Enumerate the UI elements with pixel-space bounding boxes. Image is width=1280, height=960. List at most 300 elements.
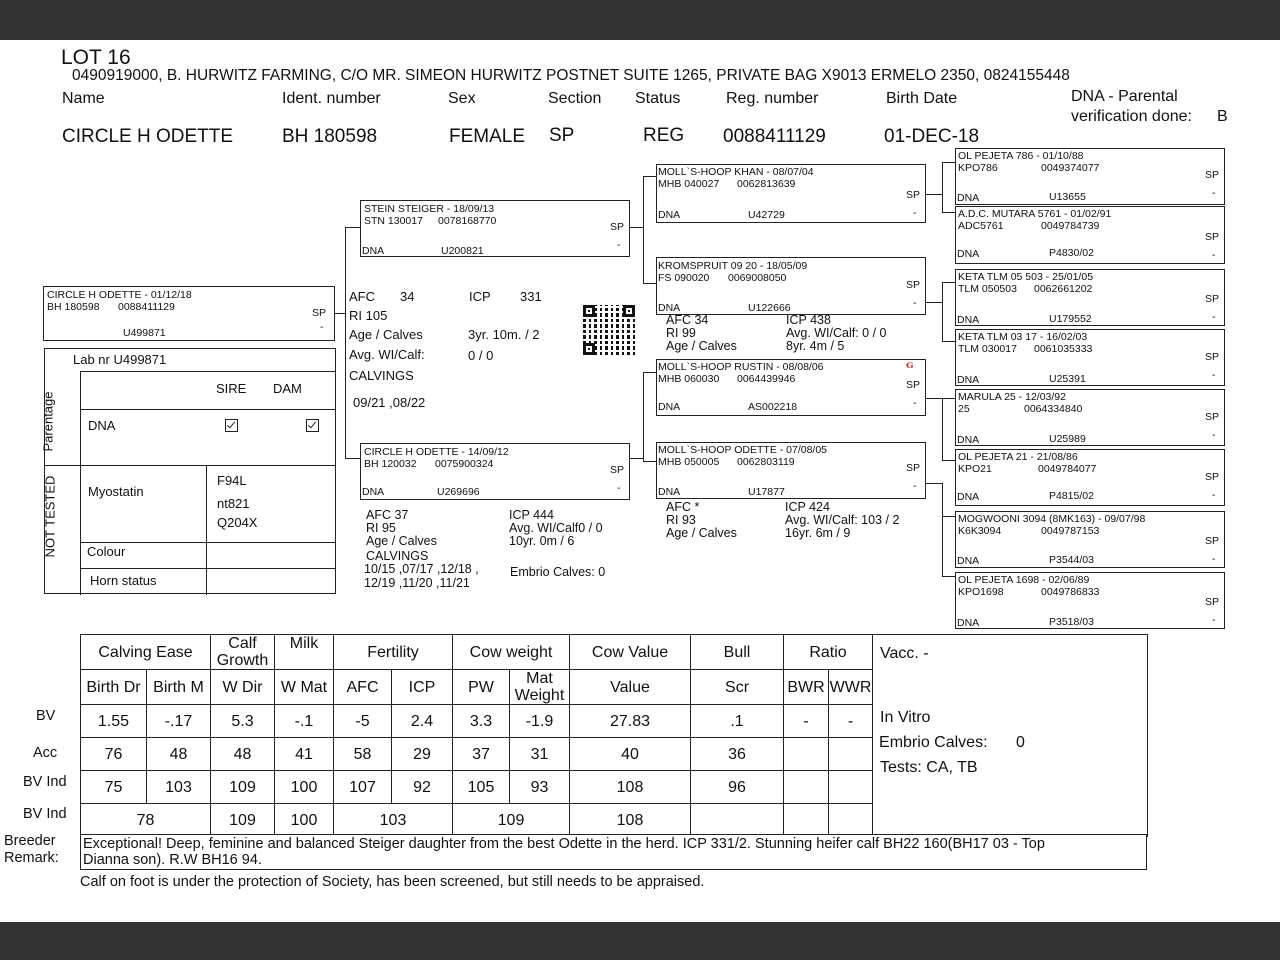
pedigree-line (942, 162, 943, 213)
table-cell: 36 (691, 738, 784, 771)
grandparent-title: KROMSPRUIT 09 20 - 18/05/09 (658, 260, 808, 272)
group-bull: Bull (691, 635, 784, 670)
header-dna-verification: verification done: (1071, 108, 1192, 125)
pedigree-line (643, 372, 644, 462)
grandparent-age-calves-label: Age / Calves (666, 339, 737, 353)
table-cell: 109 (453, 804, 570, 837)
dam-dna-label: DNA (362, 486, 385, 498)
table-cell: 108 (570, 771, 691, 804)
myostatin-nt821: nt821 (217, 496, 250, 511)
grandparent-dna-id: AS002218 (748, 401, 798, 413)
ggp-title: OL PEJETA 1698 - 02/06/89 (958, 574, 1090, 586)
great-grandparent-box (955, 206, 1225, 264)
grandparent-age-calves: 8yr. 4m / 5 (786, 339, 845, 353)
ggp-dna-label: DNA (957, 617, 980, 629)
side-panel (873, 635, 1148, 837)
ggp-title: KETA TLM 03 17 - 16/02/03 (958, 331, 1088, 343)
great-grandparent-box (955, 148, 1225, 205)
ggp-dna-id: U13655 (1049, 191, 1086, 203)
ggp-section: SP (1205, 293, 1220, 305)
grandparent-dna-label: DNA (658, 302, 681, 314)
table-cell: 109 (211, 804, 275, 837)
calving-dates: 09/21 ,08/22 (353, 395, 426, 410)
grandparent-box (656, 164, 926, 223)
lab-test-box (40, 348, 336, 594)
grandparent-dna-id: U17877 (748, 486, 785, 498)
table-cell: 103 (334, 804, 453, 837)
grandparent-dash: - (913, 397, 917, 409)
embrio-calves-value: 0 (1016, 734, 1025, 751)
dna-verification-value: B (1217, 108, 1228, 125)
row-label-bv-ind-2: BV Ind (23, 806, 67, 822)
ggp-section: SP (1205, 231, 1220, 243)
subject-title: CIRCLE H ODETTE - 01/12/18 (47, 289, 192, 301)
ggp-dna-label: DNA (957, 314, 980, 326)
breeder-remark-label-1: Breeder (4, 833, 56, 849)
ggp-ident: TLM 050503 (958, 283, 1017, 295)
pedigree-line (942, 341, 956, 342)
sire-dash: - (617, 239, 621, 251)
great-grandparent-box (955, 449, 1225, 506)
pedigree-line (643, 372, 657, 373)
grandparent-section: SP (906, 462, 921, 474)
ggp-dash: - (1212, 429, 1216, 441)
ggp-reg: 0049784739 (1041, 220, 1100, 232)
ggp-section: SP (1205, 169, 1220, 181)
animal-ident: BH 180598 (282, 126, 378, 147)
animal-sex: FEMALE (449, 126, 526, 147)
table-cell: 93 (510, 771, 570, 804)
ggp-dna-id: U25989 (1049, 433, 1086, 445)
grandparent-title: MOLL`S-HOOP RUSTIN - 08/08/06 (658, 361, 824, 373)
table-cell: 75 (81, 771, 147, 804)
dam-afc: AFC 37 (366, 508, 409, 522)
grandparent-reg: 0069008050 (728, 272, 787, 284)
table-cell (784, 738, 829, 771)
pedigree-line (345, 227, 361, 228)
sire-ident: STN 130017 (364, 215, 423, 227)
ggp-ident: 25 (958, 403, 970, 415)
grandparent-avg-wi: Avg. WI/Calf: 0 / 0 (786, 326, 887, 340)
pedigree-line (629, 458, 643, 459)
grandparent-box (656, 442, 926, 499)
grandparent-title: MOLL`S-HOOP KHAN - 08/07/04 (658, 166, 814, 178)
table-cell: 92 (392, 771, 453, 804)
ggp-dash: - (1212, 249, 1216, 261)
table-rule (80, 542, 336, 543)
pedigree-line (345, 458, 361, 459)
dna-label: DNA (88, 418, 116, 433)
colour-label: Colour (87, 544, 126, 559)
dam-dna-checkbox-icon (306, 419, 319, 432)
avg-wi-value: 0 / 0 (468, 348, 494, 363)
table-rule (206, 465, 207, 595)
pedigree-line (942, 398, 956, 399)
breeder-remark-label-2: Remark: (4, 850, 59, 866)
table-cell: - (829, 705, 873, 738)
dam-dna-id: U269696 (437, 486, 480, 498)
ggp-ident: KPO786 (958, 162, 998, 174)
dam-age-calves-label: Age / Calves (366, 534, 437, 548)
ggp-ident: KPO1698 (958, 586, 1004, 598)
grandparent-ident: MHB 050005 (658, 456, 720, 468)
dam-calvings-label: CALVINGS (366, 549, 429, 563)
ggp-dash: - (1212, 187, 1216, 199)
top-bar (0, 0, 1280, 40)
header-birth: Birth Date (886, 90, 958, 107)
subject-stats (349, 287, 579, 412)
animal-reg: 0088411129 (723, 126, 826, 147)
group-cow-value: Cow Value (570, 635, 691, 670)
grandparent-section: SP (906, 379, 921, 391)
pedigree-line (942, 576, 956, 577)
table-cell: 78 (81, 804, 211, 837)
sire-title: STEIN STEIGER - 18/09/13 (364, 203, 495, 215)
header-dna: DNA - Parental (1071, 88, 1178, 105)
grandparent-dna-label: DNA (658, 401, 681, 413)
animal-birth: 01-DEC-18 (884, 126, 980, 147)
owner-line: 0490919000, B. HURWITZ FARMING, C/O MR. SIMEON HURWITZ POSTNET SUITE 1265, PRIVATE BAG X9013 ERMELO 2350, 0824155448 (72, 67, 1070, 84)
table-cell: -.17 (147, 705, 211, 738)
table-rule (80, 371, 336, 372)
table-cell: 29 (392, 738, 453, 771)
table-cell: .1 (691, 705, 784, 738)
great-grandparent-box (955, 511, 1225, 568)
ggp-reg: 0062661202 (1034, 283, 1093, 295)
col-birth-m: Birth M (147, 670, 211, 705)
group-calf-growth: Calf Growth (211, 635, 275, 670)
bottom-bar (0, 922, 1280, 960)
ggp-dna-id: P4830/02 (1049, 247, 1094, 259)
ggp-ident: KPO21 (958, 463, 992, 475)
grandparent-icp: ICP 438 (786, 313, 831, 327)
pedigree-line (345, 227, 346, 458)
grandparent-ident: MHB 060030 (658, 373, 720, 385)
group-fertility: Fertility (334, 635, 453, 670)
grandparent-reg: 0062813639 (737, 178, 796, 190)
col-birth-dir: Birth Dr (81, 670, 147, 705)
animal-section: SP (549, 125, 575, 146)
dam-box (360, 443, 630, 500)
dam-embrio-calves: Embrio Calves: 0 (510, 565, 606, 579)
grandparent-icp: ICP 424 (785, 500, 830, 514)
table-cell: 58 (334, 738, 392, 771)
ggp-dna-label: DNA (957, 555, 980, 567)
pedigree-line (942, 483, 943, 577)
sire-dna-label: DNA (362, 245, 385, 257)
grandparent-avg-wi: Avg. WI/Calf: 103 / 2 (785, 513, 900, 527)
ggp-section: SP (1205, 411, 1220, 423)
ggp-dna-label: DNA (957, 374, 980, 386)
ggp-title: MARULA 25 - 12/03/92 (958, 391, 1066, 403)
dam-icp: ICP 444 (509, 508, 554, 522)
table-cell: 100 (275, 804, 334, 837)
table-cell: 41 (275, 738, 334, 771)
age-calves-label: Age / Calves (349, 327, 423, 342)
col-w-mat: W Mat (275, 670, 334, 705)
ggp-dna-label: DNA (957, 248, 980, 260)
subject-dna-id: U499871 (123, 327, 166, 339)
grandparent-section: SP (906, 189, 921, 201)
col-value: Value (570, 670, 691, 705)
table-cell (784, 771, 829, 804)
table-cell (691, 804, 784, 837)
dam-stats (364, 508, 634, 593)
ggp-dna-id: P4815/02 (1049, 490, 1094, 502)
grandparent-stats (666, 313, 936, 358)
table-cell: 2.4 (392, 705, 453, 738)
tests: Tests: CA, TB (880, 759, 978, 776)
vaccination: Vacc. - (880, 645, 929, 662)
subject-section: SP (312, 307, 327, 319)
table-cell: 48 (147, 738, 211, 771)
ggp-dna-id: U25391 (1049, 373, 1086, 385)
ggp-dash: - (1212, 553, 1216, 565)
lab-number: Lab nr U499871 (73, 352, 167, 367)
col-afc: AFC (334, 670, 392, 705)
grandparent-ri: RI 93 (666, 513, 696, 527)
grandparent-ident: FS 090020 (658, 272, 710, 284)
dam-reg: 0075900324 (435, 458, 494, 470)
col-icp: ICP (392, 670, 453, 705)
table-cell: 100 (275, 771, 334, 804)
ggp-ident: K6K3094 (958, 525, 1002, 537)
grandparent-ident: MHB 040027 (658, 178, 720, 190)
great-grandparent-box (955, 389, 1225, 446)
ggp-title: OL PEJETA 786 - 01/10/88 (958, 150, 1084, 162)
col-scr: Scr (691, 670, 784, 705)
pedigree-line (335, 313, 345, 314)
horn-status-label: Horn status (90, 573, 157, 588)
header-sex: Sex (448, 90, 476, 107)
table-cell: 105 (453, 771, 510, 804)
table-cell: 48 (211, 738, 275, 771)
ggp-reg: 0049786833 (1041, 586, 1100, 598)
breeder-remark-text-1: Exceptional! Deep, feminine and balanced Steiger daughter from the best Odette in the herd. ICP 331/2. Stunning heifer calf BH22 160(BH17 03 - Top (83, 836, 1045, 852)
ggp-dash: - (1212, 614, 1216, 626)
in-vitro: In Vitro (880, 709, 931, 726)
grandparent-title: MOLL`S-HOOP ODETTE - 07/08/05 (658, 444, 828, 456)
ggp-section: SP (1205, 351, 1220, 363)
pedigree-line (942, 398, 943, 460)
ggp-dash: - (1212, 311, 1216, 323)
ggp-title: A.D.C. MUTARA 5761 - 01/02/91 (958, 208, 1112, 220)
lot-number: LOT 16 (61, 46, 131, 69)
great-grandparent-box (955, 269, 1225, 326)
grandparent-stats (666, 500, 936, 545)
table-cell: 103 (147, 771, 211, 804)
footer-note: Calf on foot is under the protection of Society, has been screened, but still needs to be appraised. (80, 874, 705, 890)
afc-value: 34 (400, 289, 415, 304)
table-cell (829, 771, 873, 804)
table-cell: 108 (570, 804, 691, 837)
myostatin-f94l: F94L (217, 473, 247, 488)
grandparent-dna-label: DNA (658, 209, 681, 221)
grandparent-reg: 0062803119 (737, 456, 795, 468)
age-calves-value: 3yr. 10m. / 2 (468, 327, 540, 342)
ggp-dna-label: DNA (957, 434, 980, 446)
table-rule (45, 465, 336, 466)
embrio-calves-label: Embrio Calves: (879, 734, 988, 751)
pedigree-line (925, 398, 942, 399)
pedigree-line (925, 194, 942, 195)
ggp-section: SP (1205, 596, 1220, 608)
table-cell: 76 (81, 738, 147, 771)
animal-name: CIRCLE H ODETTE (62, 126, 234, 147)
table-rule (80, 568, 336, 569)
ggp-ident: TLM 030017 (958, 343, 1017, 355)
dam-title: CIRCLE H ODETTE - 14/09/12 (364, 446, 509, 458)
table-cell: -.1 (275, 705, 334, 738)
ggp-reg: 0049787153 (1041, 525, 1100, 537)
table-cell (829, 804, 873, 837)
row-label-bv-ind: BV Ind (23, 774, 67, 790)
col-wwr: WWR (829, 670, 873, 705)
pedigree-line (942, 516, 956, 517)
grandparent-afc: AFC * (666, 500, 700, 514)
header-status: Status (635, 90, 681, 107)
ggp-dash: - (1212, 489, 1216, 501)
grandparent-reg: 0064439946 (737, 373, 796, 385)
table-rule (80, 371, 81, 595)
sire-column-label: SIRE (216, 381, 247, 396)
myostatin-label: Myostatin (88, 484, 144, 499)
dam-dash: - (617, 482, 621, 494)
sire-reg: 0078168770 (438, 215, 497, 227)
ggp-title: OL PEJETA 21 - 21/08/86 (958, 451, 1078, 463)
subject-animal-box (43, 286, 335, 341)
header-reg: Reg. number (726, 90, 819, 107)
society-logo-icon: ᴳ (906, 361, 914, 377)
not-tested-label: NOT TESTED (42, 475, 58, 558)
subject-reg: 0088411129 (118, 301, 175, 313)
group-cow-weight: Cow weight (453, 635, 570, 670)
avg-wi-label: Avg. WI/Calf: (349, 347, 425, 362)
dam-age-calves: 10yr. 0m / 6 (509, 534, 575, 548)
dam-section: SP (610, 464, 625, 476)
sire-section: SP (610, 221, 625, 233)
dam-ri: RI 95 (366, 521, 396, 535)
pedigree-line (942, 460, 956, 461)
header-name: Name (62, 90, 105, 107)
table-cell: 96 (691, 771, 784, 804)
table-cell: 37 (453, 738, 510, 771)
ggp-section: SP (1205, 471, 1220, 483)
table-cell: 107 (334, 771, 392, 804)
dam-avg-wi: Avg. WI/Calf0 / 0 (509, 521, 603, 535)
grandparent-age-calves: 16yr. 6m / 9 (785, 526, 851, 540)
parentage-label: Parentage (40, 391, 56, 452)
grandparent-box (656, 359, 926, 416)
great-grandparent-box (955, 572, 1225, 629)
group-ratio: Ratio (784, 635, 873, 670)
ggp-title: KETA TLM 05 503 - 25/01/05 (958, 271, 1094, 283)
table-cell (784, 804, 829, 837)
subject-ident: BH 180598 (47, 301, 100, 313)
ggp-reg: 0049784077 (1038, 463, 1097, 475)
ggp-ident: ADC5761 (958, 220, 1004, 232)
icp-label: ICP (469, 289, 491, 304)
table-cell: -5 (334, 705, 392, 738)
icp-value: 331 (520, 289, 542, 304)
grandparent-dash: - (913, 297, 917, 309)
table-cell: 3.3 (453, 705, 510, 738)
sire-dna-checkbox-icon (225, 419, 238, 432)
breeder-remark-box (80, 834, 1147, 870)
pedigree-line (925, 483, 942, 484)
table-cell: 31 (510, 738, 570, 771)
breeding-values-table (80, 634, 1148, 837)
dam-calving-dates-2: 12/19 ,11/20 ,11/21 (364, 576, 470, 590)
pedigree-line (643, 461, 657, 462)
grandparent-dash: - (913, 207, 917, 219)
ggp-dna-label: DNA (957, 491, 980, 503)
ggp-dash: - (1212, 369, 1216, 381)
row-label-bv: BV (36, 708, 56, 724)
great-grandparent-box (955, 329, 1225, 386)
ggp-dna-label: DNA (957, 192, 980, 204)
table-cell: 40 (570, 738, 691, 771)
table-cell: 5.3 (211, 705, 275, 738)
sire-dna-id: U200821 (441, 245, 484, 257)
pedigree-line (629, 227, 643, 228)
header-section: Section (548, 90, 602, 107)
afc-label: AFC (349, 289, 375, 304)
calvings-label: CALVINGS (349, 368, 414, 383)
myostatin-q204x: Q204X (217, 515, 258, 530)
pedigree-line (925, 302, 942, 303)
col-pw: PW (453, 670, 510, 705)
grandparent-dna-label: DNA (658, 486, 681, 498)
table-cell: 109 (211, 771, 275, 804)
pedigree-line (643, 176, 644, 283)
pedigree-line (942, 282, 943, 342)
table-rule (80, 409, 336, 410)
ggp-title: MOGWOONI 3094 (8MK163) - 09/07/98 (958, 513, 1146, 525)
grandparent-box (656, 257, 926, 315)
table-cell: -1.9 (510, 705, 570, 738)
dam-ident: BH 120032 (364, 458, 417, 470)
subject-dash: - (320, 321, 324, 333)
pedigree-line (643, 283, 657, 284)
sire-box (360, 200, 630, 257)
animal-status: REG (643, 125, 685, 146)
col-w-dir: W Dir (211, 670, 275, 705)
grandparent-age-calves-label: Age / Calves (666, 526, 737, 540)
ggp-reg: 0061035333 (1034, 343, 1093, 355)
breeder-remark-text-2: Dianna son). R.W BH16 94. (83, 852, 262, 868)
table-cell: 27.83 (570, 705, 691, 738)
ri-value: RI 105 (349, 308, 388, 323)
ggp-dna-id: U179552 (1049, 313, 1092, 325)
ggp-dna-id: P3544/03 (1049, 554, 1094, 566)
group-calving-ease: Calving Ease (81, 635, 211, 670)
grandparent-dash: - (913, 480, 917, 492)
pedigree-line (643, 176, 657, 177)
dam-calving-dates-1: 10/15 ,07/17 ,12/18 , (364, 562, 479, 576)
col-mat-weight: Mat Weight (510, 670, 570, 705)
table-cell: 1.55 (81, 705, 147, 738)
table-cell (829, 738, 873, 771)
pedigree-line (942, 162, 956, 163)
ggp-section: SP (1205, 535, 1220, 547)
grandparent-section: SP (906, 279, 921, 291)
header-ident: Ident. number (282, 90, 381, 107)
pedigree-line (942, 212, 956, 213)
dam-column-label: DAM (273, 381, 302, 396)
grandparent-afc: AFC 34 (666, 313, 709, 327)
group-milk: Milk (275, 635, 334, 670)
